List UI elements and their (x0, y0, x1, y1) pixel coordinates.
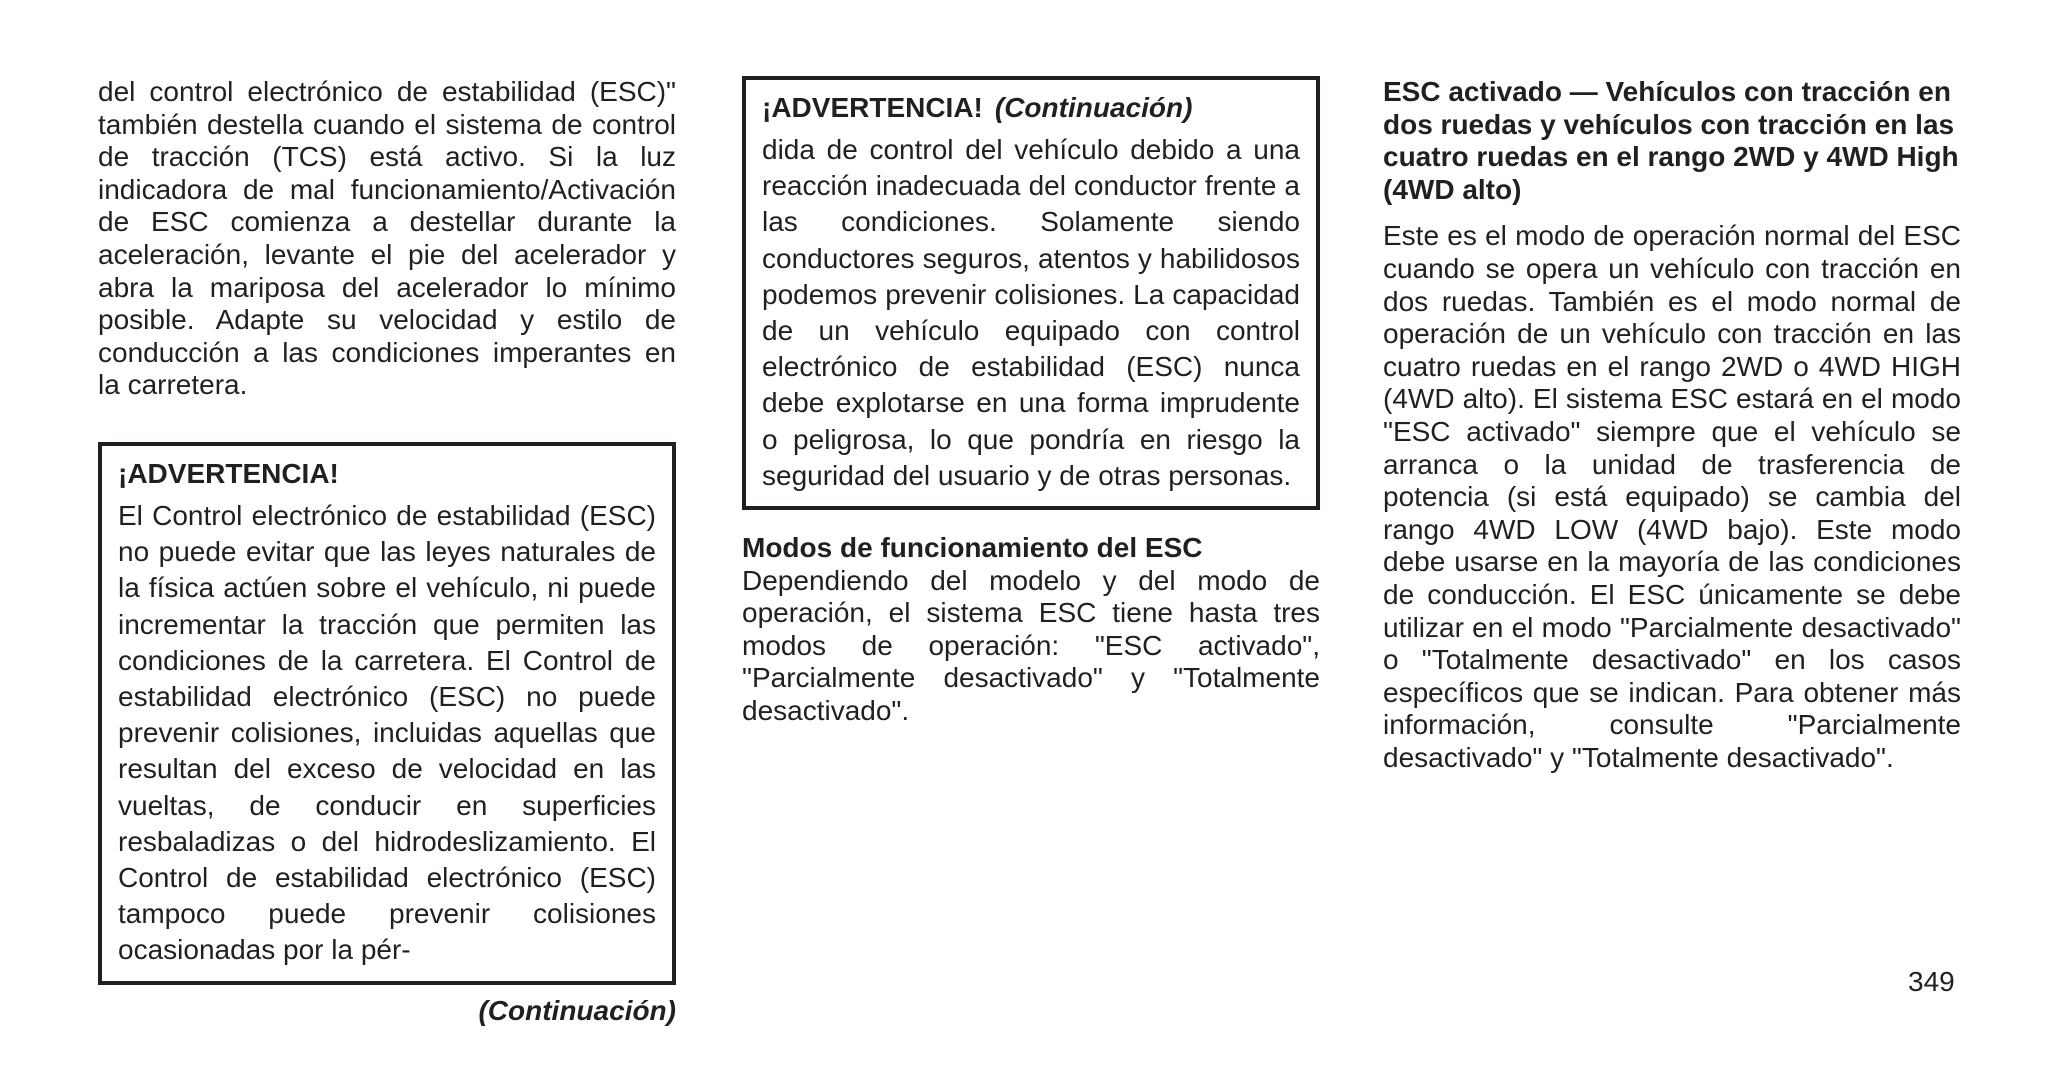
warning-box (98, 442, 676, 985)
column-left (98, 76, 676, 1027)
warning-body: dida de control del vehículo debido a una reacción inadecuada del conductor frente a las condiciones. Solamente siendo conductores seguros, atentos y habilidosos podemos prevenir colisiones. La capacidad de un vehículo equipado con control electrónico de estabilidad (ESC) nunca debe explotarse en una forma imprudente o peligrosa, lo que pondría en riesgo la seguridad del usuario y de otras personas. (762, 134, 1300, 491)
section-heading: Modos de funcionamiento del ESC (742, 532, 1203, 564)
warning-title-text: ¡ADVERTENCIA! (762, 92, 983, 123)
continuation-note: (Continuación) (478, 994, 676, 1026)
section-body: Dependiendo del modelo y del modo de operación, el sistema ESC tiene hasta tres modos de operación: "ESC activado", "Parcialmente desactivado" y "Totalmente desactivado". (742, 564, 1320, 726)
page-number: 349 (1908, 966, 1955, 997)
warning-box-continued (742, 76, 1320, 510)
column-middle (742, 76, 1320, 728)
warning-continuation-label: (Continuación) (994, 92, 1193, 123)
warning-body: El Control electrónico de estabilidad (ESC) no puede evitar que las leyes naturales de la física actúen sobre el vehículo, ni puede incrementar la tracción que permiten las condiciones de la carretera. El Control de estabilidad electrónico (ESC) no puede prevenir colisiones, incluidas aquellas que resultan del exceso de velocidad en las vueltas, de conducir en superficies resbaladizas o del hidrodeslizamiento. El Control de estabilidad electrónico (ESC) tampoco puede prevenir colisiones ocasionadas por la pér- (118, 499, 656, 966)
section-body: Este es el modo de operación normal del ESC cuando se opera un vehículo con tracción en dos ruedas. También es el modo normal de operación de un vehículo con tracción en las cuatro ruedas en el rango 2WD o 4WD HIGH (4WD alto). El sistema ESC estará en el modo "ESC activado" siempre que el vehículo se arranca o la unidad de trasferencia de potencia (si está equipado) se cambia del rango 4WD LOW (4WD bajo). Este modo debe usarse en la mayoría de las condiciones de conducción. El ESC únicamente se debe utilizar en el modo "Parcialmente desactivado" o "Totalmente desactivado" en los casos específicos que se indican. Para obtener más información, consulte "Parcialmente desactivado" y "Totalmente desactivado". (1383, 220, 1961, 773)
section-heading: ESC activado — Vehículos con tracción en dos ruedas y vehículos con tracción en las cuatro ruedas en el rango 2WD y 4WD High (4WD alto) (1383, 76, 1959, 205)
intro-paragraph: del control electrónico de estabilidad (ESC)" también destella cuando el sistema de control de tracción (TCS) está activo. Si la luz indicadora de mal funcionamiento/Activación de ESC comienza a destellar durante la aceleración, levante el pie del acelerador y abra la mariposa del acelerador lo mínimo posible. Adapte su velocidad y estilo de conducción a las condiciones imperantes en la carretera. (98, 76, 676, 401)
warning-title (118, 456, 656, 492)
warning-title-text: ¡ADVERTENCIA! (118, 457, 339, 489)
column-right (1383, 76, 1961, 774)
warning-title (762, 90, 1300, 126)
